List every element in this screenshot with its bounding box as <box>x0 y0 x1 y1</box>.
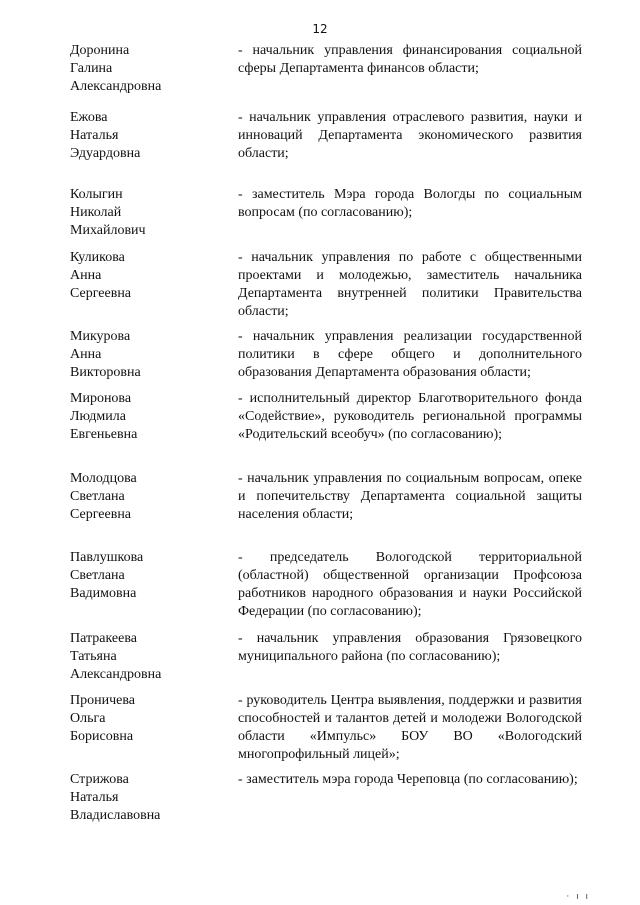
patronymic: Александровна <box>70 667 162 682</box>
surname: Патракеева <box>70 631 137 646</box>
surname: Колыгин <box>70 187 123 202</box>
patronymic: Сергеевна <box>70 286 132 301</box>
first-name: Николай <box>70 205 122 220</box>
member-position: - начальник управления реализации государственной политики в сфере общего и дополнительного образования Департамента образования области; <box>238 329 582 380</box>
first-name: Наталья <box>70 790 119 805</box>
surname: Миронова <box>70 391 132 406</box>
member-name <box>70 630 220 684</box>
scan-corner-mark: · ı ı <box>566 892 590 902</box>
surname: Куликова <box>70 250 125 265</box>
patronymic: Сергеевна <box>70 507 132 522</box>
member-position: - исполнительный директор Благотворительного фонда «Содействие», руководитель региональной программы «Родительский всеобуч» (по согласованию); <box>238 391 582 442</box>
first-name: Светлана <box>70 568 125 583</box>
member-name <box>70 470 220 524</box>
member-position: - заместитель мэра города Череповца (по согласованию); <box>238 772 578 787</box>
member-position: - начальник управления отраслевого развития, науки и инноваций Департамента экономического развития области; <box>238 110 582 161</box>
page-number: 12 <box>312 22 328 36</box>
member-name <box>70 42 220 96</box>
member-name <box>70 109 220 163</box>
first-name: Людмила <box>70 409 126 424</box>
surname: Стрижова <box>70 772 129 787</box>
first-name: Ольга <box>70 711 106 726</box>
surname: Микурова <box>70 329 131 344</box>
patronymic: Борисовна <box>70 729 134 744</box>
first-name: Галина <box>70 61 113 76</box>
member-name <box>70 328 220 382</box>
member-name <box>70 249 220 303</box>
member-position: - руководитель Центра выявления, поддержки и развития способностей и талантов детей и молодежи Вологодской области «Импульс» БОУ ВО «Вологодский многопрофильный лицей»; <box>238 693 582 762</box>
surname: Ежова <box>70 110 108 125</box>
first-name: Светлана <box>70 489 125 504</box>
patronymic: Михайлович <box>70 223 146 238</box>
member-position: - председатель Вологодской территориальной (областной) общественной организации Профсоюза работников народного образования и науки Российской Федерации (по согласованию); <box>238 550 582 619</box>
member-name <box>70 186 220 240</box>
patronymic: Вадимовна <box>70 586 137 601</box>
member-name <box>70 692 220 746</box>
patronymic: Александровна <box>70 79 162 94</box>
patronymic: Эдуардовна <box>70 146 141 161</box>
first-name: Анна <box>70 347 102 362</box>
member-position: - начальник управления по работе с общественными проектами и молодежью, заместитель начальника Департамента внутренней политики Правительства области; <box>238 250 582 319</box>
patronymic: Викторовна <box>70 365 141 380</box>
member-position: - начальник управления образования Грязовецкого муниципального района (по согласованию); <box>238 631 582 664</box>
member-position: - начальник управления финансирования социальной сферы Департамента финансов области; <box>238 43 582 76</box>
member-name <box>70 771 220 825</box>
patronymic: Евгеньевна <box>70 427 138 442</box>
first-name: Татьяна <box>70 649 117 664</box>
patronymic: Владиславовна <box>70 808 161 823</box>
member-position: - заместитель Мэра города Вологды по социальным вопросам (по согласованию); <box>238 187 582 220</box>
surname: Павлушкова <box>70 550 144 565</box>
surname: Проничева <box>70 693 135 708</box>
surname: Доронина <box>70 43 130 58</box>
first-name: Анна <box>70 268 102 283</box>
surname: Молодцова <box>70 471 137 486</box>
first-name: Наталья <box>70 128 119 143</box>
member-position: - начальник управления по социальным вопросам, опеке и попечительству Департамента социальной защиты населения области; <box>238 471 582 522</box>
member-name <box>70 390 220 444</box>
member-name <box>70 549 220 603</box>
